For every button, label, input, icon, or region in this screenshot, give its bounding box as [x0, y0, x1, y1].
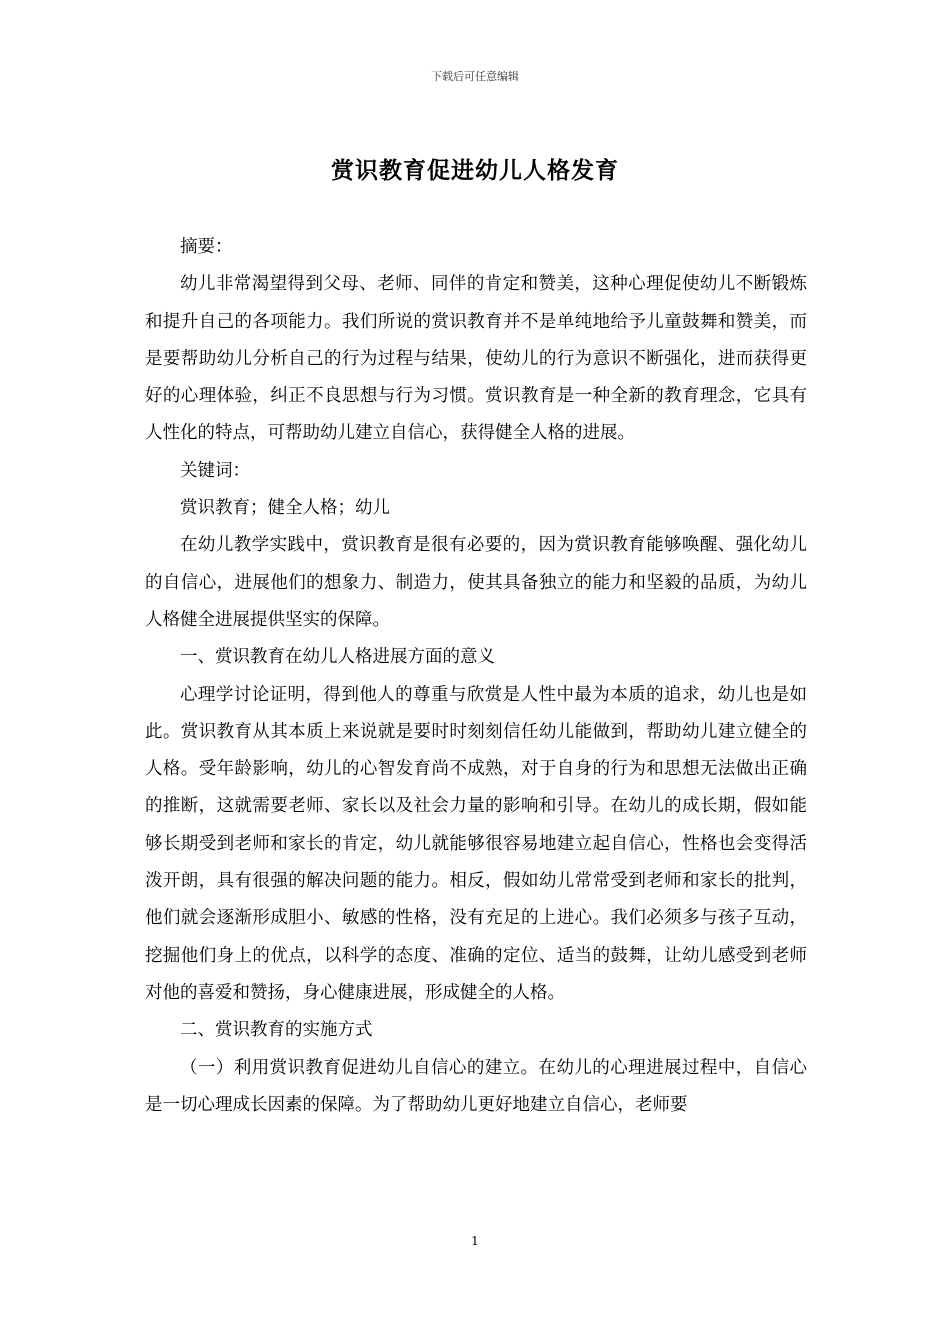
- page-header-note: 下载后可任意编辑: [431, 70, 519, 83]
- intro-paragraph: 在幼儿教学实践中，赏识教育是很有必要的，因为赏识教育能够唤醒、强化幼儿的自信心，进展他们的想象力、制造力，使其具备独立的能力和坚毅的品质，为幼儿人格健全进展提供坚实的保障。: [145, 535, 807, 630]
- document-title: 赏识教育促进幼儿人格发育: [331, 157, 619, 184]
- keywords-heading: 关键词：: [180, 460, 250, 481]
- abstract-heading: 摘要：: [180, 237, 233, 257]
- page-number: 1: [471, 1234, 479, 1248]
- abstract-paragraph: 幼儿非常渴望得到父母、老师、同伴的肯定和赞美，这种心理促使幼儿不断锻炼和提升自己的各项能力。我们所说的赏识教育并不是单纯地给予儿童鼓舞和赞美，而是要帮助幼儿分析自己的行为过程与结果，使幼儿的行为意识不断强化，进而获得更好的心理体验，纠正不良思想与行为习惯。赏识教育是一种全新的教育理念，它具有人性化的特点，可帮助幼儿建立自信心，获得健全人格的进展。: [145, 274, 807, 444]
- document-body: [145, 229, 807, 1124]
- keywords-list: 赏识教育；健全人格；幼儿: [180, 498, 390, 519]
- section-heading-2: 二、赏识教育的实施方式: [180, 1020, 373, 1041]
- section-1-paragraph: 心理学讨论证明，得到他人的尊重与欣赏是人性中最为本质的追求，幼儿也是如此。赏识教育从其本质上来说就是要时时刻刻信任幼儿能做到，帮助幼儿建立健全的人格。受年龄影响，幼儿的心智发育尚不成熟，对于自身的行为和思想无法做出正确的推断，这就需要老师、家长以及社会力量的影响和引导。在幼儿的成长期，假如能够长期受到老师和家长的肯定，幼儿就能够很容易地建立起自信心，性格也会变得活泼开朗，具有很强的解决问题的能力。相反，假如幼儿常常受到老师和家长的批判，他们就会逐渐形成胆小、敏感的性格，没有充足的上进心。我们必须多与孩子互动，挖掘他们身上的优点，以科学的态度、准确的定位、适当的鼓舞，让幼儿感受到老师对他的喜爱和赞扬，身心健康进展，形成健全的人格。: [145, 684, 807, 1003]
- section-heading-1: 一、赏识教育在幼儿人格进展方面的意义: [180, 647, 495, 668]
- section-2-paragraph: （一）利用赏识教育促进幼儿自信心的建立。在幼儿的心理进展过程中，自信心是一切心理成长因素的保障。为了帮助幼儿更好地建立自信心，老师要: [145, 1057, 807, 1115]
